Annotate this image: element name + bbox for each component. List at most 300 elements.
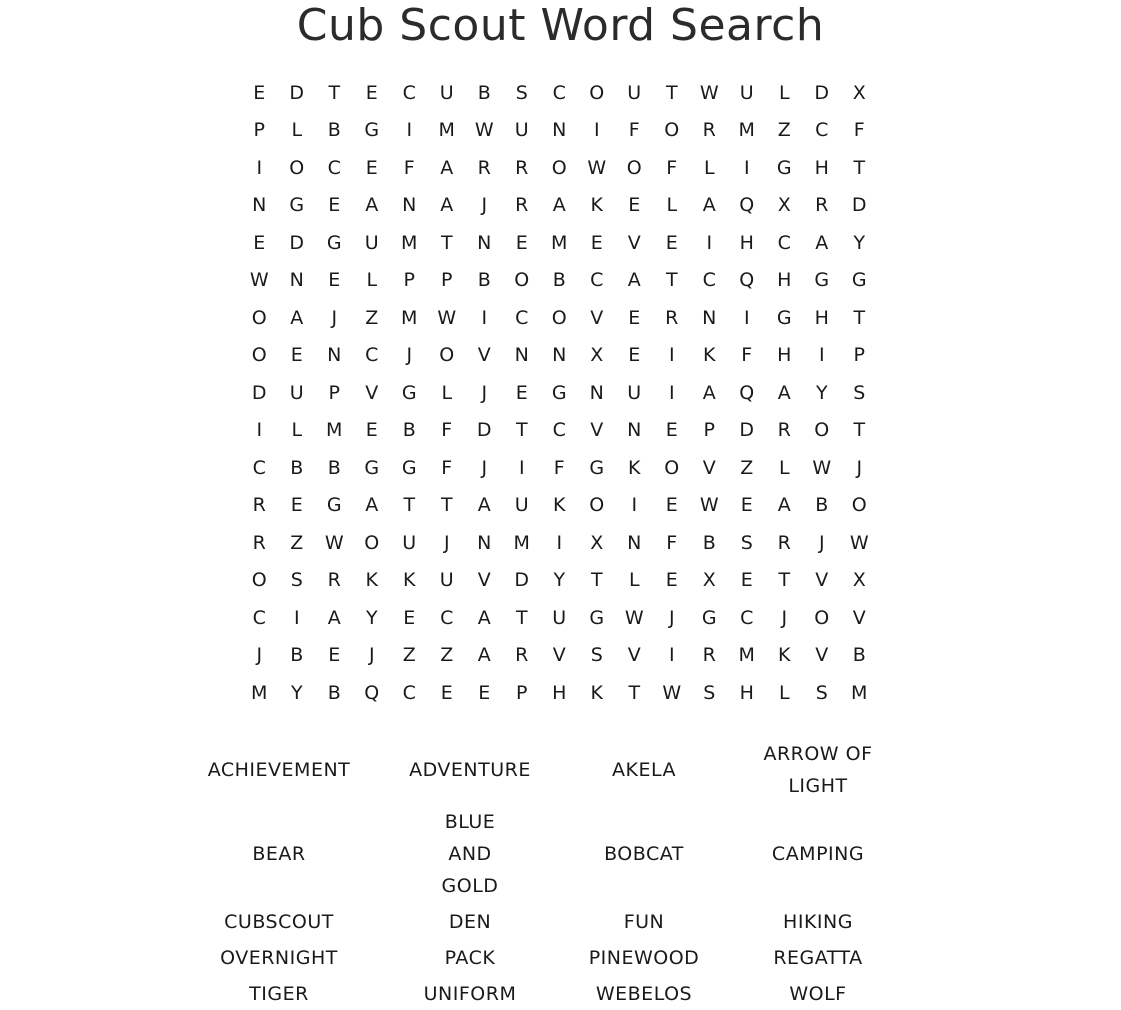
- grid-letter[interactable]: Y: [853, 231, 867, 254]
- grid-letter[interactable]: R: [252, 494, 267, 517]
- grid-letter[interactable]: D: [289, 81, 306, 104]
- grid-letter[interactable]: B: [477, 81, 492, 104]
- grid-letter[interactable]: E: [328, 269, 342, 292]
- grid-letter[interactable]: A: [777, 494, 792, 517]
- grid-letter[interactable]: N: [627, 419, 643, 442]
- grid-letter[interactable]: J: [481, 381, 489, 404]
- grid-letter[interactable]: B: [327, 681, 342, 704]
- grid-letter[interactable]: U: [627, 81, 643, 104]
- grid-letter[interactable]: S: [703, 681, 717, 704]
- grid-letter[interactable]: U: [402, 531, 418, 554]
- grid-letter[interactable]: E: [290, 344, 304, 367]
- grid-letter[interactable]: G: [589, 456, 606, 479]
- grid-letter[interactable]: M: [326, 419, 344, 442]
- grid-letter[interactable]: J: [481, 456, 489, 479]
- grid-letter[interactable]: K: [590, 194, 604, 217]
- grid-letter[interactable]: S: [815, 681, 829, 704]
- grid-letter[interactable]: E: [290, 494, 304, 517]
- grid-letter[interactable]: J: [818, 531, 826, 554]
- grid-letter[interactable]: J: [406, 344, 414, 367]
- grid-letter[interactable]: M: [513, 531, 531, 554]
- grid-letter[interactable]: E: [403, 606, 417, 629]
- grid-letter[interactable]: G: [701, 606, 718, 629]
- grid-letter[interactable]: W: [812, 456, 833, 479]
- grid-letter[interactable]: R: [702, 644, 717, 667]
- grid-letter[interactable]: E: [365, 156, 379, 179]
- grid-letter[interactable]: N: [552, 344, 568, 367]
- letter-grid: [241, 74, 879, 712]
- grid-letter[interactable]: E: [665, 419, 679, 442]
- grid-letter[interactable]: G: [814, 269, 831, 292]
- grid-letter[interactable]: M: [401, 231, 419, 254]
- grid-letter[interactable]: O: [251, 306, 268, 329]
- grid-letter[interactable]: P: [853, 344, 866, 367]
- grid-letter[interactable]: A: [777, 381, 792, 404]
- grid-letter[interactable]: G: [364, 119, 381, 142]
- grid-letter[interactable]: A: [702, 194, 717, 217]
- grid-letter[interactable]: O: [851, 494, 868, 517]
- grid-letter[interactable]: T: [853, 156, 867, 179]
- grid-letter[interactable]: J: [781, 606, 789, 629]
- grid-letter[interactable]: P: [403, 269, 416, 292]
- grid-letter[interactable]: C: [402, 681, 417, 704]
- grid-letter[interactable]: I: [743, 306, 751, 329]
- word-list-item: WEBELOS: [595, 983, 693, 1005]
- grid-letter[interactable]: X: [777, 194, 792, 217]
- grid-letter[interactable]: S: [515, 81, 529, 104]
- grid-letter[interactable]: E: [665, 569, 679, 592]
- grid-letter[interactable]: C: [590, 269, 605, 292]
- grid-letter[interactable]: J: [856, 456, 864, 479]
- grid-letter[interactable]: A: [327, 606, 342, 629]
- grid-letter[interactable]: A: [552, 194, 567, 217]
- grid-letter[interactable]: T: [403, 494, 417, 517]
- grid-letter[interactable]: F: [666, 531, 679, 554]
- grid-letter[interactable]: O: [589, 81, 606, 104]
- grid-letter[interactable]: R: [327, 569, 342, 592]
- word-list-item: UNIFORM: [423, 983, 517, 1005]
- grid-letter[interactable]: F: [441, 419, 454, 442]
- grid-letter[interactable]: T: [515, 606, 529, 629]
- grid-letter[interactable]: N: [477, 231, 493, 254]
- grid-letter[interactable]: R: [515, 644, 530, 667]
- grid-letter[interactable]: J: [443, 531, 451, 554]
- grid-letter[interactable]: I: [593, 119, 601, 142]
- grid-letter[interactable]: A: [365, 194, 380, 217]
- grid-letter[interactable]: L: [778, 81, 791, 104]
- grid-letter[interactable]: B: [290, 644, 305, 667]
- grid-letter[interactable]: F: [741, 344, 754, 367]
- grid-letter[interactable]: V: [365, 381, 380, 404]
- grid-letter[interactable]: M: [438, 119, 456, 142]
- grid-letter[interactable]: D: [514, 569, 531, 592]
- grid-letter[interactable]: K: [590, 681, 604, 704]
- grid-letter[interactable]: A: [702, 381, 717, 404]
- grid-letter[interactable]: U: [439, 81, 455, 104]
- word-list-item: CAMPING: [771, 843, 865, 865]
- grid-letter[interactable]: C: [815, 119, 830, 142]
- grid-letter[interactable]: J: [256, 644, 264, 667]
- grid-letter[interactable]: C: [402, 81, 417, 104]
- grid-letter[interactable]: C: [515, 306, 530, 329]
- grid-letter[interactable]: J: [668, 606, 676, 629]
- grid-letter[interactable]: A: [290, 306, 305, 329]
- grid-letter[interactable]: A: [440, 156, 455, 179]
- grid-letter[interactable]: M: [738, 644, 756, 667]
- grid-letter[interactable]: R: [702, 119, 717, 142]
- grid-letter[interactable]: G: [776, 156, 793, 179]
- grid-letter[interactable]: L: [666, 194, 679, 217]
- grid-letter[interactable]: U: [552, 606, 568, 629]
- grid-letter[interactable]: T: [590, 569, 604, 592]
- grid-letter[interactable]: N: [252, 194, 268, 217]
- grid-letter[interactable]: R: [665, 306, 680, 329]
- grid-letter[interactable]: O: [589, 494, 606, 517]
- grid-letter[interactable]: T: [515, 419, 529, 442]
- grid-letter[interactable]: W: [437, 306, 458, 329]
- grid-letter[interactable]: H: [739, 231, 755, 254]
- grid-letter[interactable]: E: [740, 494, 754, 517]
- grid-letter[interactable]: V: [552, 644, 567, 667]
- grid-letter[interactable]: A: [365, 494, 380, 517]
- grid-letter[interactable]: S: [853, 381, 867, 404]
- grid-letter[interactable]: N: [402, 194, 418, 217]
- grid-letter[interactable]: N: [589, 381, 605, 404]
- grid-letter[interactable]: E: [478, 681, 492, 704]
- grid-letter[interactable]: Q: [739, 269, 756, 292]
- grid-letter[interactable]: H: [739, 681, 755, 704]
- grid-letter[interactable]: P: [516, 681, 529, 704]
- grid-letter[interactable]: E: [253, 231, 267, 254]
- grid-letter[interactable]: O: [251, 344, 268, 367]
- grid-letter[interactable]: V: [627, 231, 642, 254]
- grid-letter[interactable]: B: [327, 456, 342, 479]
- grid-letter[interactable]: B: [477, 269, 492, 292]
- grid-letter[interactable]: O: [251, 569, 268, 592]
- grid-letter[interactable]: R: [777, 419, 792, 442]
- grid-letter[interactable]: M: [401, 306, 419, 329]
- grid-letter[interactable]: O: [551, 306, 568, 329]
- grid-letter[interactable]: K: [703, 344, 717, 367]
- grid-letter[interactable]: T: [328, 81, 342, 104]
- grid-letter[interactable]: W: [324, 531, 345, 554]
- grid-letter[interactable]: Y: [290, 681, 304, 704]
- grid-letter[interactable]: L: [366, 269, 379, 292]
- word-list-item: DEN: [448, 911, 492, 933]
- grid-letter[interactable]: I: [668, 644, 676, 667]
- grid-letter[interactable]: V: [477, 344, 492, 367]
- grid-letter[interactable]: K: [778, 644, 792, 667]
- grid-letter[interactable]: N: [702, 306, 718, 329]
- grid-letter[interactable]: I: [256, 419, 264, 442]
- grid-letter[interactable]: G: [289, 194, 306, 217]
- grid-letter[interactable]: B: [702, 531, 717, 554]
- grid-letter[interactable]: O: [364, 531, 381, 554]
- grid-letter[interactable]: I: [256, 156, 264, 179]
- grid-letter[interactable]: X: [590, 344, 605, 367]
- grid-letter[interactable]: F: [628, 119, 641, 142]
- grid-letter[interactable]: W: [587, 156, 608, 179]
- grid-letter[interactable]: U: [739, 81, 755, 104]
- grid-letter[interactable]: B: [552, 269, 567, 292]
- grid-letter[interactable]: U: [627, 381, 643, 404]
- grid-letter[interactable]: W: [662, 681, 683, 704]
- grid-letter[interactable]: H: [777, 269, 793, 292]
- grid-letter[interactable]: V: [852, 606, 867, 629]
- grid-letter[interactable]: Q: [739, 381, 756, 404]
- grid-letter[interactable]: L: [778, 456, 791, 479]
- grid-letter[interactable]: F: [553, 456, 566, 479]
- grid-letter[interactable]: C: [740, 606, 755, 629]
- grid-letter[interactable]: S: [740, 531, 754, 554]
- grid-letter[interactable]: Q: [739, 194, 756, 217]
- grid-letter[interactable]: O: [664, 456, 681, 479]
- grid-letter[interactable]: G: [551, 381, 568, 404]
- grid-letter[interactable]: X: [702, 569, 717, 592]
- grid-letter[interactable]: W: [699, 494, 720, 517]
- grid-letter[interactable]: K: [365, 569, 379, 592]
- grid-letter[interactable]: L: [703, 156, 716, 179]
- grid-letter[interactable]: C: [365, 344, 380, 367]
- grid-letter[interactable]: A: [477, 606, 492, 629]
- grid-letter[interactable]: E: [253, 81, 267, 104]
- grid-letter[interactable]: D: [739, 419, 756, 442]
- grid-letter[interactable]: S: [590, 644, 604, 667]
- grid-letter[interactable]: C: [777, 231, 792, 254]
- grid-letter[interactable]: D: [814, 81, 831, 104]
- grid-letter[interactable]: I: [743, 156, 751, 179]
- grid-letter[interactable]: N: [627, 531, 643, 554]
- grid-letter[interactable]: V: [627, 644, 642, 667]
- grid-letter[interactable]: D: [251, 381, 268, 404]
- grid-letter[interactable]: F: [403, 156, 416, 179]
- grid-letter[interactable]: W: [249, 269, 270, 292]
- grid-letter[interactable]: E: [740, 569, 754, 592]
- grid-letter[interactable]: C: [327, 156, 342, 179]
- grid-letter[interactable]: V: [590, 419, 605, 442]
- grid-letter[interactable]: O: [551, 156, 568, 179]
- grid-letter[interactable]: X: [852, 569, 867, 592]
- grid-letter[interactable]: D: [851, 194, 868, 217]
- grid-letter[interactable]: E: [590, 231, 604, 254]
- grid-letter[interactable]: I: [518, 456, 526, 479]
- grid-letter[interactable]: P: [703, 419, 716, 442]
- grid-letter[interactable]: N: [514, 344, 530, 367]
- grid-letter[interactable]: D: [476, 419, 493, 442]
- grid-letter[interactable]: I: [293, 606, 301, 629]
- word-list-item: PACK: [444, 947, 496, 969]
- grid-letter[interactable]: Y: [553, 569, 567, 592]
- grid-letter[interactable]: I: [706, 231, 714, 254]
- grid-letter[interactable]: K: [628, 456, 642, 479]
- grid-letter[interactable]: I: [631, 494, 639, 517]
- grid-letter[interactable]: M: [251, 681, 269, 704]
- grid-letter[interactable]: I: [818, 344, 826, 367]
- grid-letter[interactable]: E: [628, 194, 642, 217]
- grid-letter[interactable]: F: [666, 156, 679, 179]
- grid-letter[interactable]: B: [402, 419, 417, 442]
- grid-letter[interactable]: L: [291, 119, 304, 142]
- grid-letter[interactable]: H: [814, 156, 830, 179]
- grid-letter[interactable]: N: [327, 344, 343, 367]
- grid-letter[interactable]: M: [738, 119, 756, 142]
- grid-letter[interactable]: B: [815, 494, 830, 517]
- grid-letter[interactable]: T: [853, 419, 867, 442]
- grid-letter[interactable]: I: [668, 381, 676, 404]
- grid-letter[interactable]: Z: [290, 531, 305, 554]
- grid-letter[interactable]: R: [477, 156, 492, 179]
- grid-letter[interactable]: W: [624, 606, 645, 629]
- grid-letter[interactable]: O: [814, 606, 831, 629]
- grid-letter[interactable]: G: [851, 269, 868, 292]
- grid-letter[interactable]: G: [401, 381, 418, 404]
- grid-letter[interactable]: V: [590, 306, 605, 329]
- page-title: Cub Scout Word Search: [296, 0, 825, 51]
- word-list-item: AKELA: [612, 759, 676, 781]
- grid-letter[interactable]: C: [440, 606, 455, 629]
- grid-letter[interactable]: O: [626, 156, 643, 179]
- grid-letter[interactable]: E: [665, 494, 679, 517]
- word-list-item: CUBSCOUT: [224, 911, 334, 933]
- grid-letter[interactable]: U: [514, 119, 530, 142]
- grid-letter[interactable]: O: [439, 344, 456, 367]
- grid-letter[interactable]: U: [289, 381, 305, 404]
- grid-letter[interactable]: H: [552, 681, 568, 704]
- grid-letter[interactable]: T: [665, 81, 679, 104]
- grid-letter[interactable]: H: [777, 344, 793, 367]
- grid-letter[interactable]: T: [853, 306, 867, 329]
- grid-letter[interactable]: N: [477, 531, 493, 554]
- grid-letter[interactable]: I: [481, 306, 489, 329]
- grid-letter[interactable]: I: [556, 531, 564, 554]
- grid-letter[interactable]: F: [853, 119, 866, 142]
- grid-letter[interactable]: E: [515, 381, 529, 404]
- grid-letter[interactable]: T: [628, 681, 642, 704]
- grid-letter[interactable]: B: [290, 456, 305, 479]
- grid-letter[interactable]: N: [289, 269, 305, 292]
- grid-letter[interactable]: A: [627, 269, 642, 292]
- grid-letter[interactable]: Y: [815, 381, 829, 404]
- grid-letter[interactable]: T: [440, 494, 454, 517]
- grid-letter[interactable]: L: [778, 681, 791, 704]
- grid-letter[interactable]: T: [665, 269, 679, 292]
- grid-letter[interactable]: V: [702, 456, 717, 479]
- grid-letter[interactable]: P: [328, 381, 341, 404]
- grid-letter[interactable]: R: [777, 531, 792, 554]
- grid-letter[interactable]: V: [815, 644, 830, 667]
- grid-letter[interactable]: G: [364, 456, 381, 479]
- grid-letter[interactable]: E: [365, 81, 379, 104]
- grid-letter[interactable]: T: [440, 231, 454, 254]
- grid-letter[interactable]: V: [477, 569, 492, 592]
- grid-letter[interactable]: O: [289, 156, 306, 179]
- grid-letter[interactable]: R: [515, 156, 530, 179]
- grid-letter[interactable]: B: [327, 119, 342, 142]
- grid-letter[interactable]: G: [401, 456, 418, 479]
- word-list-item: BOBCAT: [604, 843, 684, 865]
- grid-letter[interactable]: X: [590, 531, 605, 554]
- grid-letter[interactable]: C: [552, 419, 567, 442]
- word-list-item: WOLF: [789, 983, 847, 1005]
- grid-letter[interactable]: F: [441, 456, 454, 479]
- grid-letter[interactable]: E: [440, 681, 454, 704]
- grid-letter[interactable]: Z: [440, 644, 455, 667]
- grid-letter[interactable]: L: [441, 381, 454, 404]
- grid-letter[interactable]: C: [552, 81, 567, 104]
- grid-letter[interactable]: G: [776, 306, 793, 329]
- grid-letter[interactable]: V: [815, 569, 830, 592]
- grid-letter[interactable]: M: [551, 231, 569, 254]
- grid-letter[interactable]: E: [365, 419, 379, 442]
- grid-letter[interactable]: C: [252, 606, 267, 629]
- grid-letter[interactable]: E: [665, 231, 679, 254]
- grid-letter[interactable]: W: [849, 531, 870, 554]
- grid-letter[interactable]: K: [553, 494, 567, 517]
- grid-letter[interactable]: U: [439, 569, 455, 592]
- grid-letter[interactable]: I: [668, 344, 676, 367]
- grid-letter[interactable]: Y: [365, 606, 379, 629]
- grid-letter[interactable]: Q: [364, 681, 381, 704]
- grid-letter[interactable]: B: [852, 644, 867, 667]
- grid-letter[interactable]: E: [328, 644, 342, 667]
- grid-letter[interactable]: A: [440, 194, 455, 217]
- grid-letter[interactable]: X: [852, 81, 867, 104]
- grid-letter[interactable]: W: [699, 81, 720, 104]
- grid-letter[interactable]: E: [328, 194, 342, 217]
- grid-letter[interactable]: C: [702, 269, 717, 292]
- grid-letter[interactable]: R: [252, 531, 267, 554]
- grid-letter[interactable]: J: [368, 644, 376, 667]
- grid-letter[interactable]: D: [289, 231, 306, 254]
- grid-letter[interactable]: A: [477, 644, 492, 667]
- grid-letter[interactable]: Z: [365, 306, 380, 329]
- grid-letter[interactable]: O: [514, 269, 531, 292]
- grid-letter[interactable]: C: [252, 456, 267, 479]
- grid-letter[interactable]: P: [253, 119, 266, 142]
- grid-letter[interactable]: R: [515, 194, 530, 217]
- grid-letter[interactable]: G: [326, 494, 343, 517]
- grid-letter[interactable]: I: [406, 119, 414, 142]
- grid-letter[interactable]: A: [477, 494, 492, 517]
- grid-letter[interactable]: Z: [402, 644, 417, 667]
- grid-letter[interactable]: N: [552, 119, 568, 142]
- grid-letter[interactable]: L: [291, 419, 304, 442]
- grid-letter[interactable]: R: [815, 194, 830, 217]
- grid-letter[interactable]: J: [481, 194, 489, 217]
- grid-letter[interactable]: E: [515, 231, 529, 254]
- grid-letter[interactable]: Z: [740, 456, 755, 479]
- grid-letter[interactable]: P: [441, 269, 454, 292]
- grid-letter[interactable]: K: [403, 569, 417, 592]
- grid-letter[interactable]: S: [290, 569, 304, 592]
- grid-letter[interactable]: G: [326, 231, 343, 254]
- grid-letter[interactable]: L: [628, 569, 641, 592]
- grid-letter[interactable]: O: [814, 419, 831, 442]
- grid-letter[interactable]: U: [364, 231, 380, 254]
- grid-letter[interactable]: A: [815, 231, 830, 254]
- grid-letter[interactable]: E: [628, 344, 642, 367]
- grid-letter[interactable]: U: [514, 494, 530, 517]
- grid-letter[interactable]: H: [814, 306, 830, 329]
- grid-letter[interactable]: G: [589, 606, 606, 629]
- grid-letter[interactable]: M: [851, 681, 869, 704]
- grid-letter[interactable]: W: [474, 119, 495, 142]
- grid-letter[interactable]: O: [664, 119, 681, 142]
- grid-letter[interactable]: Z: [777, 119, 792, 142]
- grid-letter[interactable]: T: [778, 569, 792, 592]
- grid-letter[interactable]: E: [628, 306, 642, 329]
- grid-letter[interactable]: J: [331, 306, 339, 329]
